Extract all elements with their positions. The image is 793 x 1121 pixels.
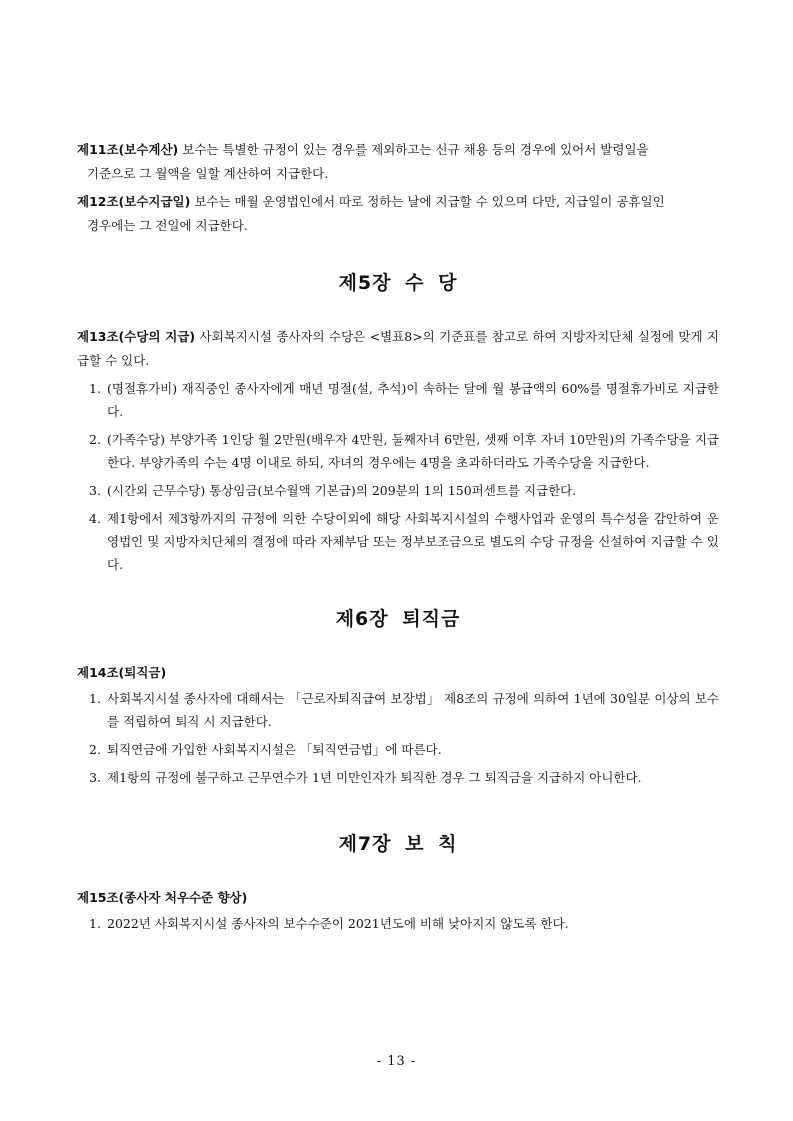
list-item: [89, 912, 719, 935]
item-text: (가족수당) 부양가족 1인당 월 2만원(배우자 4만원, 둘째자녀 6만원, 셋째 이후 자녀 10만원)의 가족수당을 지급한다. 부양가족의 수는 4명 이내로 하되, 자녀의 경우에는 4명을 초과하더라도 가족수당을 지급한다.: [107, 432, 719, 470]
item-text: (명절휴가비) 재직중인 종사자에게 매년 명절(설, 추석)이 속하는 달에 월 봉급액의 60%를 명절휴가비로 지급한다.: [107, 381, 719, 419]
item-text: 2022년 사회복지시설 종사자의 보수수준이 2021년도에 비해 낮아지지 않도록 한다.: [107, 916, 569, 931]
article-12-continuation: 경우에는 그 전일에 지급한다.: [87, 218, 248, 233]
list-item: [89, 687, 719, 733]
article-13-heading: 제13조(수당의 지급): [77, 329, 196, 344]
chapter-6-title: 제6장 퇴직금: [335, 608, 461, 630]
item-text: (시간외 근무수당) 통상임금(보수월액 기본급)의 209분의 1의 150퍼센트를 지급한다.: [107, 483, 577, 498]
article-13-items: [77, 377, 719, 576]
list-item: [89, 377, 719, 423]
article-15-items: [77, 912, 719, 935]
chapter-7-title: 제7장 보 칙: [338, 833, 458, 855]
page-content: [77, 138, 719, 940]
item-number: 2.: [89, 432, 101, 447]
item-number: 2.: [89, 742, 101, 757]
item-text: 제1항의 규정에 불구하고 근무연수가 1년 미만인자가 퇴직한 경우 그 퇴직금을 지급하지 아니한다.: [107, 770, 642, 785]
list-item: [89, 507, 719, 576]
item-number: 1.: [89, 381, 101, 396]
item-number: 3.: [89, 770, 101, 785]
article-14-heading: 제14조(퇴직금): [77, 665, 167, 680]
item-number: 4.: [89, 511, 101, 526]
item-number: 1.: [89, 916, 101, 931]
article-12-heading: 제12조(보수지급일): [77, 194, 191, 209]
article-11-heading: 제11조(보수계산): [77, 142, 179, 157]
article-13: [77, 325, 719, 373]
item-number: 3.: [89, 483, 101, 498]
item-text: 퇴직연금에 가입한 사회복지시설은 「퇴직연금법」에 따른다.: [107, 742, 442, 757]
list-item: [89, 766, 719, 789]
article-12: [77, 190, 719, 238]
article-11: [77, 138, 719, 186]
item-text: 사회복지시설 종사자에 대해서는 「근로자퇴직급여 보장법」 제8조의 규정에 의하여 1년에 30일분 이상의 보수를 적립하여 퇴직 시 지급한다.: [107, 691, 719, 729]
article-15-heading: 제15조(종사자 처우수준 향상): [77, 890, 248, 905]
list-item: [89, 428, 719, 474]
article-13-text: 사회복지시설 종사자의 수당은 <별표8>의 기준표를 참고로 하여 지방자치단체 실정에 맞게 지급할 수 있다.: [77, 329, 719, 368]
item-text: 제1항에서 제3항까지의 규정에 의한 수당이외에 해당 사회복지시설의 수행사업과 운영의 특수성을 감안하여 운영법인 및 지방자치단체의 결정에 따라 자체부담 또는 정부보조금으로 별도의 수당 규정을 신설하여 지급할 수 있다.: [107, 511, 719, 572]
article-11-text: 보수는 특별한 규정이 있는 경우를 제외하고는 신규 채용 등의 경우에 있어서 발령일을: [178, 142, 649, 157]
list-item: [89, 738, 719, 761]
list-item: [89, 479, 719, 502]
page-number: - 13 -: [376, 1054, 417, 1069]
chapter-5-title: 제5장 수 당: [338, 272, 458, 294]
item-number: 1.: [89, 691, 101, 706]
article-14-items: [77, 687, 719, 789]
article-12-text: 보수는 매월 운영법인에서 따로 정하는 날에 지급할 수 있으며 다만, 지급일이 공휴일인: [190, 194, 665, 209]
article-11-continuation: 기준으로 그 월액을 일할 계산하여 지급한다.: [87, 166, 329, 181]
